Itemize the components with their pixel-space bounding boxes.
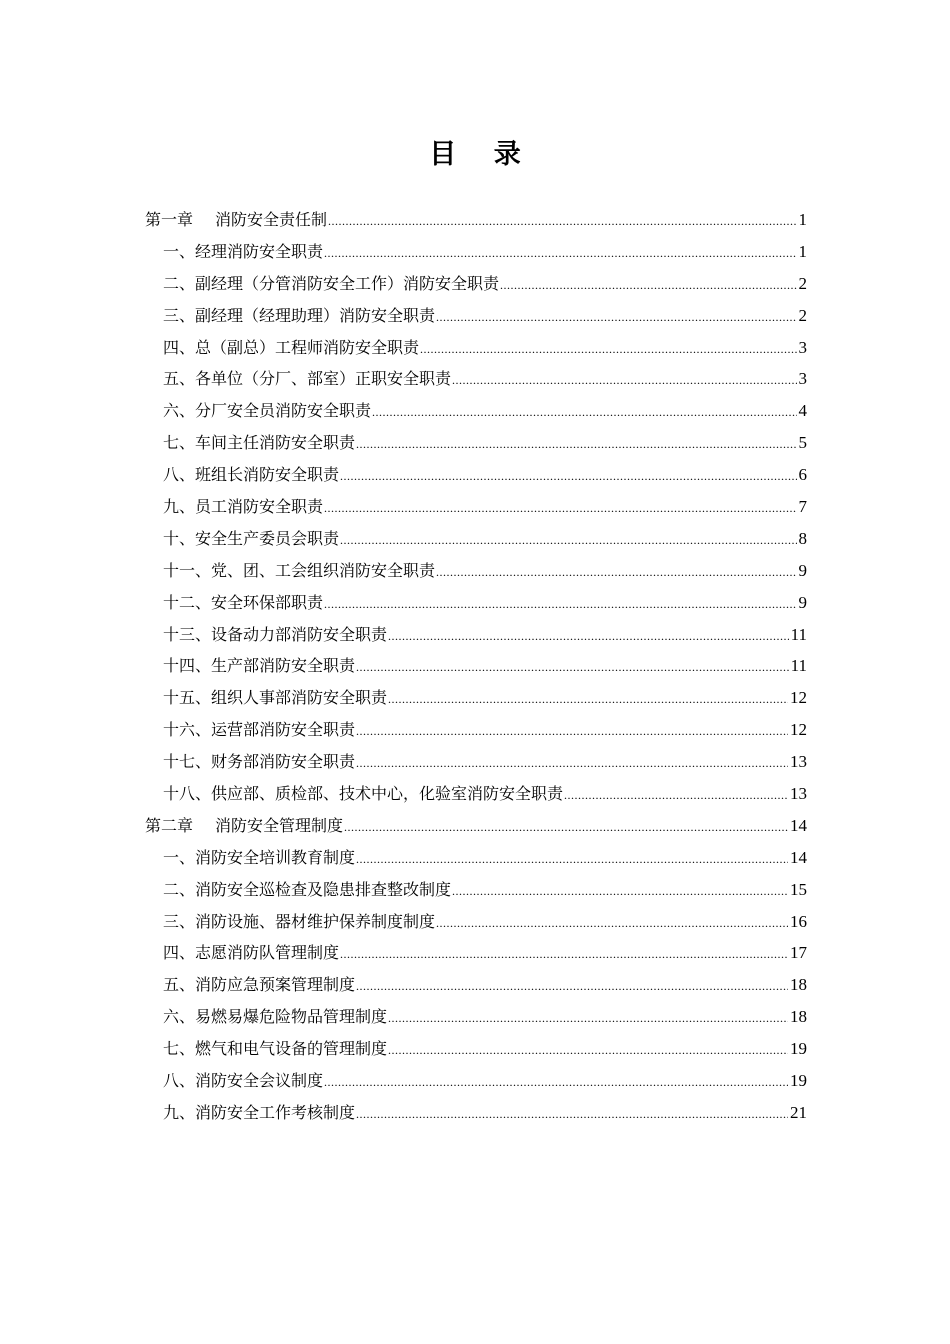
toc-entry-label — [163, 650, 355, 682]
toc-entry-text: 五、消防应急预案管理制度 — [163, 975, 356, 995]
toc-page-number: 9 — [798, 592, 807, 612]
toc-section-entry[interactable] — [145, 937, 807, 969]
toc-dot-leader — [420, 334, 796, 366]
toc-page-number: 9 — [798, 560, 807, 580]
toc-entry-text: 消防安全责任制 — [215, 210, 328, 229]
toc-dot-leader — [356, 716, 788, 748]
toc-chapter-number: 第二章 — [145, 815, 194, 835]
toc-entry-text: 四、总（副总）工程师消防安全职责 — [163, 337, 420, 357]
toc-section-entry[interactable] — [145, 459, 807, 491]
toc-page-number: 6 — [798, 465, 807, 485]
toc-dot-leader — [356, 429, 796, 461]
toc-section-entry[interactable] — [145, 714, 807, 746]
toc-entry-label — [163, 395, 371, 427]
toc-entry-text: 一、消防安全培训教育制度 — [163, 847, 356, 867]
toc-entry-label — [163, 363, 451, 395]
toc-entry-text: 十六、运营部消防安全职责 — [163, 720, 356, 740]
toc-page-number: 12 — [790, 720, 807, 740]
toc-chapter-entry[interactable] — [145, 204, 807, 236]
toc-page-number: 14 — [790, 847, 807, 867]
toc-section-entry[interactable] — [145, 555, 807, 587]
toc-page-number: 19 — [790, 1039, 807, 1059]
toc-page-number: 2 — [798, 273, 807, 293]
toc-dot-leader — [436, 908, 788, 940]
toc-entry-label — [163, 332, 419, 364]
toc-dot-leader — [388, 1003, 788, 1035]
toc-section-entry[interactable] — [145, 874, 807, 906]
toc-chapter-number: 第一章 — [145, 210, 194, 229]
toc-dot-leader — [356, 844, 788, 876]
toc-dot-leader — [340, 461, 796, 493]
toc-entry-text: 三、消防设施、器材维护保养制度制度 — [163, 911, 436, 931]
toc-entry-text: 一、经理消防安全职责 — [163, 241, 324, 261]
toc-dot-leader — [328, 206, 796, 238]
toc-page-number: 2 — [798, 305, 807, 325]
toc-dot-leader — [452, 876, 788, 908]
toc-entry-label — [163, 523, 339, 555]
toc-entry-text: 六、易燃易爆危险物品管理制度 — [163, 1007, 388, 1027]
toc-entry-text: 九、员工消防安全职责 — [163, 497, 324, 517]
toc-entry-text: 五、各单位（分厂、部室）正职安全职责 — [163, 369, 452, 389]
toc-entry-label — [163, 555, 435, 587]
toc-section-entry[interactable] — [145, 1097, 807, 1129]
toc-dot-leader — [356, 652, 789, 684]
toc-entry-text: 三、副经理（经理助理）消防安全职责 — [163, 305, 436, 325]
toc-section-entry[interactable] — [145, 650, 807, 682]
toc-entry-text: 十、安全生产委员会职责 — [163, 528, 340, 548]
toc-section-entry[interactable] — [145, 300, 807, 332]
toc-page-number: 16 — [790, 911, 807, 931]
toc-entry-text: 七、燃气和电气设备的管理制度 — [163, 1039, 388, 1059]
toc-dot-leader — [372, 397, 796, 429]
toc-entry-text: 九、消防安全工作考核制度 — [163, 1102, 356, 1122]
toc-dot-leader — [388, 1035, 788, 1067]
toc-entry-text: 十五、组织人事部消防安全职责 — [163, 688, 388, 708]
toc-page-number: 4 — [798, 401, 807, 421]
toc-page-number: 21 — [790, 1102, 807, 1122]
toc-section-entry[interactable] — [145, 1033, 807, 1065]
toc-page-number: 11 — [790, 624, 807, 644]
toc-section-entry[interactable] — [145, 906, 807, 938]
toc-chapter-entry[interactable] — [145, 810, 807, 842]
toc-dot-leader — [324, 1067, 788, 1099]
toc-section-entry[interactable] — [145, 332, 807, 364]
toc-section-entry[interactable] — [145, 969, 807, 1001]
toc-section-entry[interactable] — [145, 682, 807, 714]
toc-dot-leader — [344, 812, 788, 844]
toc-entry-label — [163, 268, 499, 300]
toc-dot-leader — [356, 748, 788, 780]
toc-section-entry[interactable] — [145, 268, 807, 300]
toc-page-number: 12 — [790, 688, 807, 708]
toc-dot-leader — [340, 939, 788, 971]
toc-section-entry[interactable] — [145, 491, 807, 523]
toc-dot-leader — [324, 493, 796, 525]
toc-entry-label — [163, 459, 339, 491]
toc-page-number: 18 — [790, 975, 807, 995]
toc-section-entry[interactable] — [145, 619, 807, 651]
toc-page-number: 14 — [790, 815, 807, 835]
toc-section-entry[interactable] — [145, 842, 807, 874]
toc-dot-leader — [500, 270, 796, 302]
toc-page-number: 17 — [790, 943, 807, 963]
toc-section-entry[interactable] — [145, 1001, 807, 1033]
toc-entry-label — [163, 714, 355, 746]
toc-entry-text: 四、志愿消防队管理制度 — [163, 943, 340, 963]
toc-entry-label — [145, 204, 327, 236]
toc-section-entry[interactable] — [145, 746, 807, 778]
page-title: 目 录 — [429, 139, 535, 170]
toc-dot-leader — [436, 302, 796, 334]
toc-entry-label — [163, 969, 355, 1001]
toc-page-number: 8 — [798, 528, 807, 548]
toc-dot-leader — [452, 365, 796, 397]
toc-entry-label — [163, 1001, 387, 1033]
toc-entry-text: 十八、供应部、质检部、技术中心，化验室消防安全职责 — [163, 784, 564, 804]
toc-entry-label — [163, 937, 339, 969]
toc-section-entry[interactable] — [145, 427, 807, 459]
toc-entry-label — [163, 300, 435, 332]
toc-entry-text: 十三、设备动力部消防安全职责 — [163, 624, 388, 644]
toc-dot-leader — [324, 589, 796, 621]
toc-section-entry[interactable] — [145, 587, 807, 619]
toc-entry-text: 二、副经理（分管消防安全工作）消防安全职责 — [163, 273, 500, 293]
toc-section-entry[interactable] — [145, 778, 807, 810]
toc-entry-text: 八、消防安全会议制度 — [163, 1071, 324, 1091]
toc-dot-leader — [356, 971, 788, 1003]
toc-page-number: 13 — [790, 752, 807, 772]
toc-entry-text: 十二、安全环保部职责 — [163, 592, 324, 612]
toc-dot-leader — [340, 525, 796, 557]
toc-dot-leader — [324, 238, 796, 270]
toc-section-entry[interactable] — [145, 523, 807, 555]
toc-page-number: 1 — [798, 210, 807, 229]
toc-page-number: 11 — [790, 656, 807, 676]
toc-entry-text: 十四、生产部消防安全职责 — [163, 656, 356, 676]
toc-entry-text: 六、分厂安全员消防安全职责 — [163, 401, 372, 421]
toc-section-entry[interactable] — [145, 1065, 807, 1097]
toc-entry-label — [163, 842, 355, 874]
toc-page-number: 1 — [798, 241, 807, 261]
toc-dot-leader — [356, 1099, 788, 1131]
toc-section-entry[interactable] — [145, 236, 807, 268]
toc-entry-label — [163, 746, 355, 778]
toc-page-number: 3 — [798, 337, 807, 357]
toc-entry-label — [163, 491, 323, 523]
toc-entry-label — [145, 810, 343, 842]
toc-entry-text: 七、车间主任消防安全职责 — [163, 433, 356, 453]
toc-section-entry[interactable] — [145, 395, 807, 427]
toc-page-number: 7 — [798, 497, 807, 517]
toc-page-number: 13 — [790, 784, 807, 804]
toc-section-entry[interactable] — [145, 363, 807, 395]
toc-page-number: 18 — [790, 1007, 807, 1027]
toc-entry-label — [163, 1033, 387, 1065]
toc-entry-label — [163, 906, 435, 938]
toc-entry-text: 八、班组长消防安全职责 — [163, 465, 340, 485]
toc-entry-label — [163, 874, 451, 906]
toc-entry-text: 十七、财务部消防安全职责 — [163, 752, 356, 772]
toc-dot-leader — [564, 780, 788, 812]
toc-entry-text: 十一、党、团、工会组织消防安全职责 — [163, 560, 436, 580]
toc-dot-leader — [388, 621, 789, 653]
toc-page-number: 5 — [798, 433, 807, 453]
toc-entry-label — [163, 619, 387, 651]
toc-entry-text: 消防安全管理制度 — [215, 815, 344, 835]
toc-entry-label — [163, 427, 355, 459]
toc-dot-leader — [436, 557, 796, 589]
table-of-contents — [145, 204, 807, 1129]
toc-entry-label — [163, 778, 563, 810]
toc-entry-text: 二、消防安全巡检查及隐患排查整改制度 — [163, 879, 452, 899]
toc-page-number: 15 — [790, 879, 807, 899]
toc-dot-leader — [388, 684, 788, 716]
toc-entry-label — [163, 1065, 323, 1097]
toc-entry-label — [163, 1097, 355, 1129]
toc-entry-label — [163, 587, 323, 619]
toc-page-number: 19 — [790, 1071, 807, 1091]
toc-entry-label — [163, 682, 387, 714]
toc-page-number: 3 — [798, 369, 807, 389]
toc-entry-label — [163, 236, 323, 268]
